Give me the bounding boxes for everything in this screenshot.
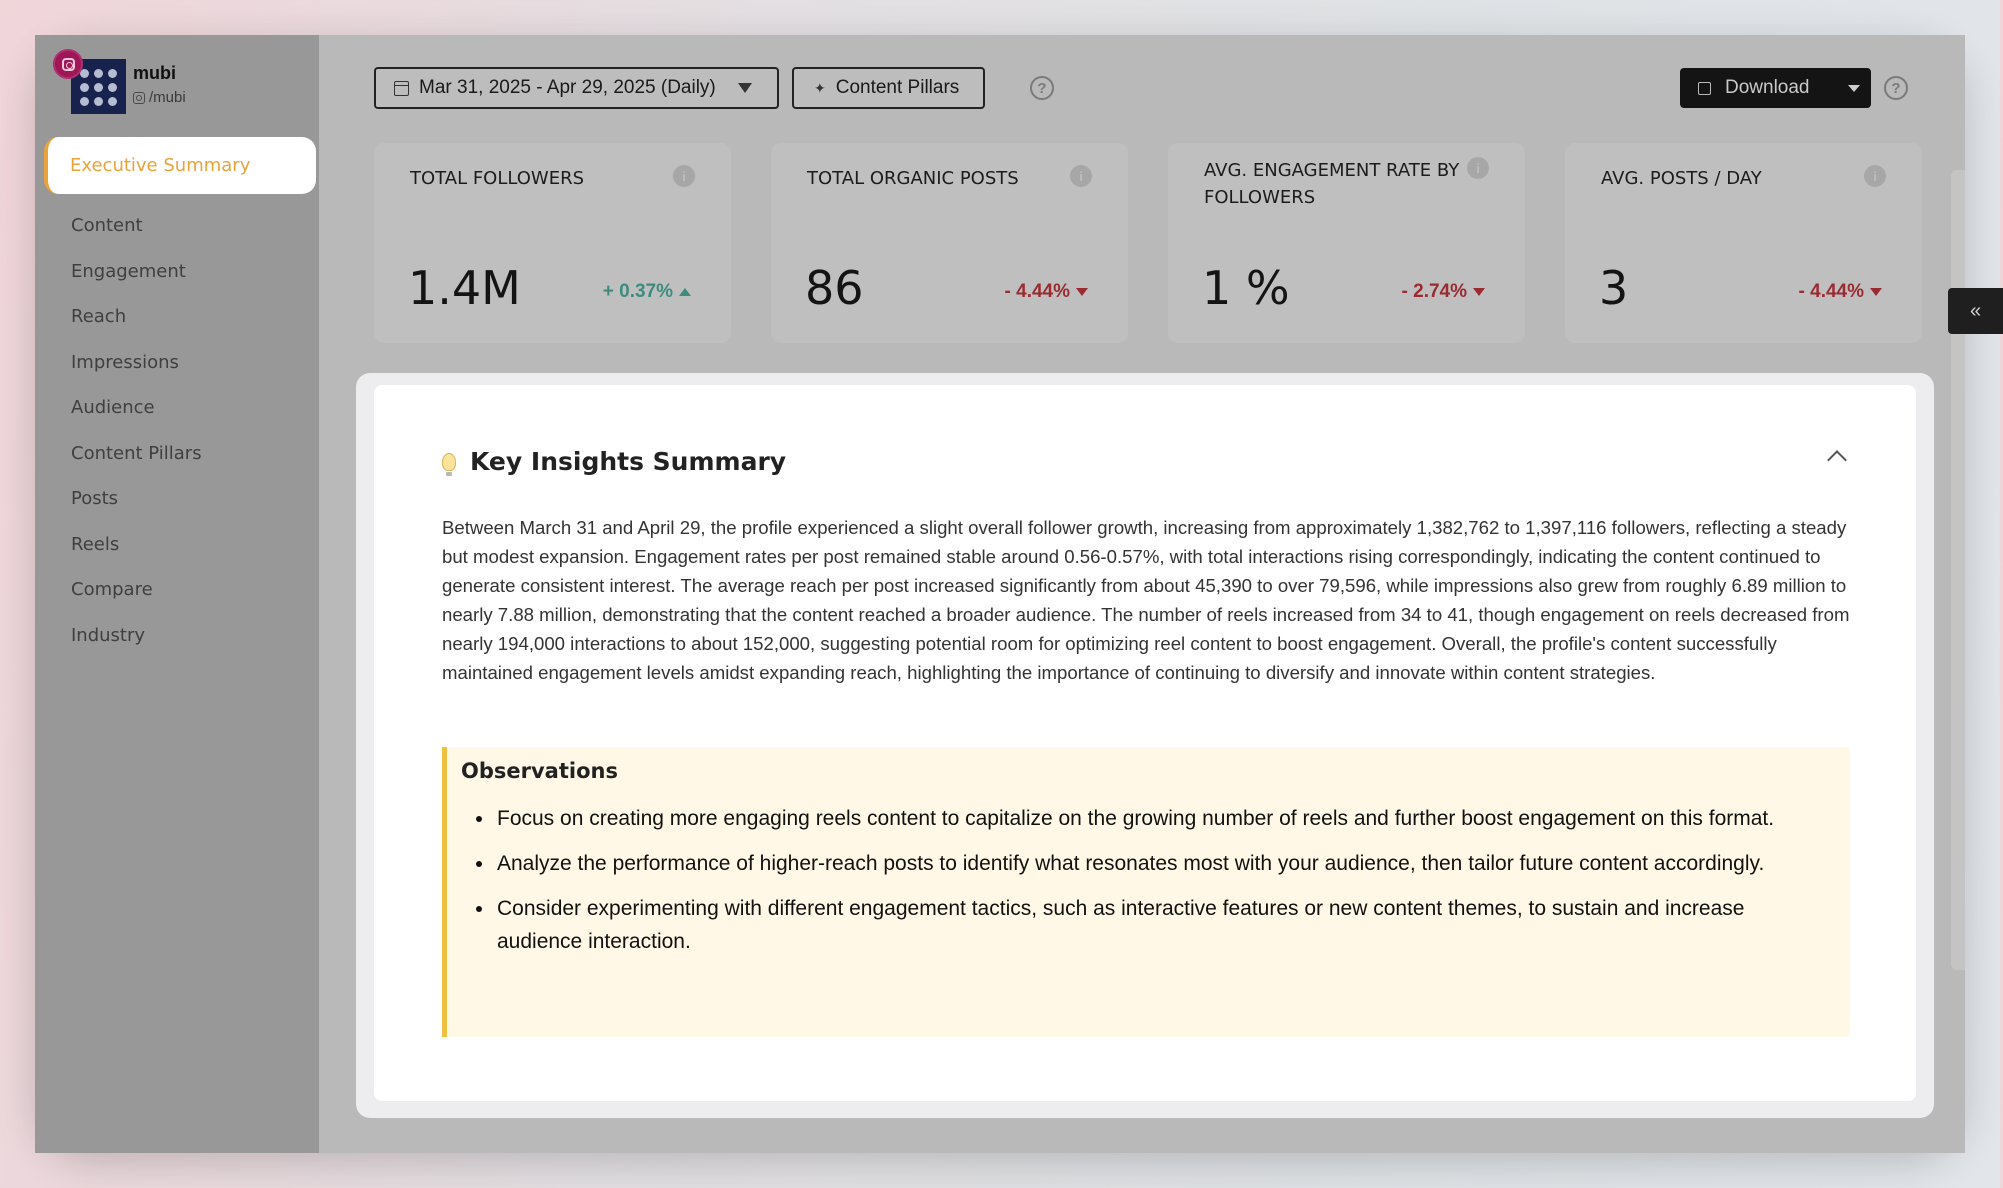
- sidebar-item-content-pillars[interactable]: Content Pillars: [71, 442, 202, 464]
- date-range-picker[interactable]: [374, 67, 779, 109]
- download-caret-icon[interactable]: [1848, 85, 1860, 92]
- observations-list: [495, 802, 1835, 970]
- content-pillars-label: Content Pillars: [835, 77, 960, 98]
- profile-header[interactable]: [71, 59, 311, 119]
- info-icon[interactable]: i: [673, 165, 695, 187]
- insights-header: [442, 447, 786, 476]
- observation-item: • Focus on creating more engaging reels content to capitalize on the growing number of reels and further boost engagement on this format.: [495, 802, 1835, 835]
- observations-box: [442, 747, 1850, 1037]
- metric-delta-text: - 4.44%: [1004, 281, 1070, 302]
- caret-down-icon: [738, 83, 752, 93]
- metric-card-total-followers: [374, 143, 731, 343]
- trend-down-icon: [1870, 288, 1882, 296]
- collapse-panel-button[interactable]: «: [1948, 288, 2003, 334]
- metric-card-avg-engagement-rate: [1168, 143, 1525, 343]
- metric-label: TOTAL ORGANIC POSTS: [807, 168, 1019, 189]
- metric-label: AVG. POSTS / DAY: [1601, 168, 1762, 189]
- profile-name: mubi: [133, 63, 176, 83]
- sidebar-item-impressions[interactable]: Impressions: [71, 351, 179, 373]
- observation-item: • Consider experimenting with different engagement tactics, such as interactive features or new content themes, to sustain and increase audience interaction.: [495, 892, 1835, 958]
- insights-card: [374, 385, 1916, 1101]
- metric-label: AVG. ENGAGEMENT RATE BY FOLLOWERS: [1204, 160, 1460, 208]
- app-window: [35, 35, 1982, 1153]
- metric-delta: [603, 281, 691, 303]
- metric-card-total-organic-posts: [771, 143, 1128, 343]
- sidebar-item-engagement[interactable]: Engagement: [71, 260, 186, 282]
- metric-value: 1.4M: [408, 261, 521, 315]
- profile-handle[interactable]: [133, 89, 186, 106]
- insights-panel: [356, 373, 1934, 1118]
- sidebar-item-content[interactable]: Content: [71, 215, 143, 236]
- sidebar-item-reels[interactable]: Reels: [71, 533, 120, 555]
- sidebar-item-posts[interactable]: Posts: [71, 488, 119, 509]
- metric-delta: [1402, 281, 1485, 303]
- metric-value: 86: [805, 261, 864, 315]
- insights-summary-text: Between March 31 and April 29, the profile experienced a slight overall follower growth, increasing from approximately 1,382,762 to 1,397,116 followers, reflecting a steady but modest expansion. Engagement rates per post remained stable around 0.56-0.57%, with total interactions rising correspondingly, indicating the content continued to generate consistent interest. The average reach per post increased significantly from about 45,390 to over 79,596, while impressions also grew from roughly 6.89 million to nearly 7.88 million, demonstrating that the content reached a broader audience. The number of reels increased from 34 to 41, though engagement on reels decreased from nearly 194,000 interactions to about 152,000, suggesting potential room for optimizing reel content to boost engagement. Overall, the profile's content successfully maintained engagement levels amidst expanding reach, highlighting the importance of continuing to diversify and innovate within content strategies.: [442, 517, 1850, 683]
- download-button[interactable]: [1680, 68, 1871, 108]
- chevron-up-icon[interactable]: [1827, 450, 1847, 470]
- info-icon[interactable]: i: [1070, 165, 1092, 187]
- lightbulb-icon: [442, 453, 456, 471]
- trend-down-icon: [1076, 288, 1088, 296]
- sidebar: [35, 35, 319, 1153]
- profile-handle-text: /mubi: [149, 89, 186, 106]
- info-icon[interactable]: i: [1864, 165, 1886, 187]
- download-help-icon[interactable]: ?: [1884, 76, 1908, 100]
- metric-card-avg-posts-per-day: [1565, 143, 1922, 343]
- info-icon[interactable]: i: [1467, 157, 1489, 179]
- metric-delta-text: - 2.74%: [1401, 281, 1467, 302]
- trend-up-icon: [679, 288, 691, 296]
- observations-title: Observations: [461, 759, 618, 783]
- observation-item: • Analyze the performance of higher-reach posts to identify what resonates most with your audience, then tailor future content accordingly.: [495, 847, 1835, 880]
- instagram-small-icon: [133, 92, 145, 104]
- metric-delta-text: + 0.37%: [602, 281, 673, 302]
- metric-delta-text: - 4.44%: [1798, 281, 1864, 302]
- calendar-icon: [394, 81, 409, 96]
- download-label: Download: [1725, 77, 1810, 98]
- insights-title: Key Insights Summary: [470, 447, 787, 476]
- sidebar-item-audience[interactable]: Audience: [71, 397, 155, 418]
- content-pillars-button[interactable]: [792, 67, 985, 109]
- sidebar-item-reach[interactable]: Reach: [71, 306, 127, 327]
- sidebar-nav: [71, 211, 202, 666]
- metric-value: 1 %: [1202, 261, 1290, 315]
- download-icon: [1698, 82, 1711, 95]
- date-range-label: Mar 31, 2025 - Apr 29, 2025 (Daily): [419, 77, 716, 98]
- sparkle-icon: ✦: [814, 79, 826, 96]
- trend-down-icon: [1473, 288, 1485, 296]
- instagram-icon: [53, 49, 83, 79]
- metric-value: 3: [1599, 261, 1629, 315]
- sidebar-item-executive-summary[interactable]: Executive Summary: [44, 137, 316, 194]
- metric-label: TOTAL FOLLOWERS: [410, 168, 585, 189]
- metric-delta: [1005, 281, 1088, 303]
- metric-delta: [1799, 281, 1882, 303]
- sidebar-item-compare[interactable]: Compare: [71, 579, 153, 600]
- sidebar-item-industry[interactable]: Industry: [71, 624, 146, 646]
- help-icon[interactable]: ?: [1030, 76, 1054, 100]
